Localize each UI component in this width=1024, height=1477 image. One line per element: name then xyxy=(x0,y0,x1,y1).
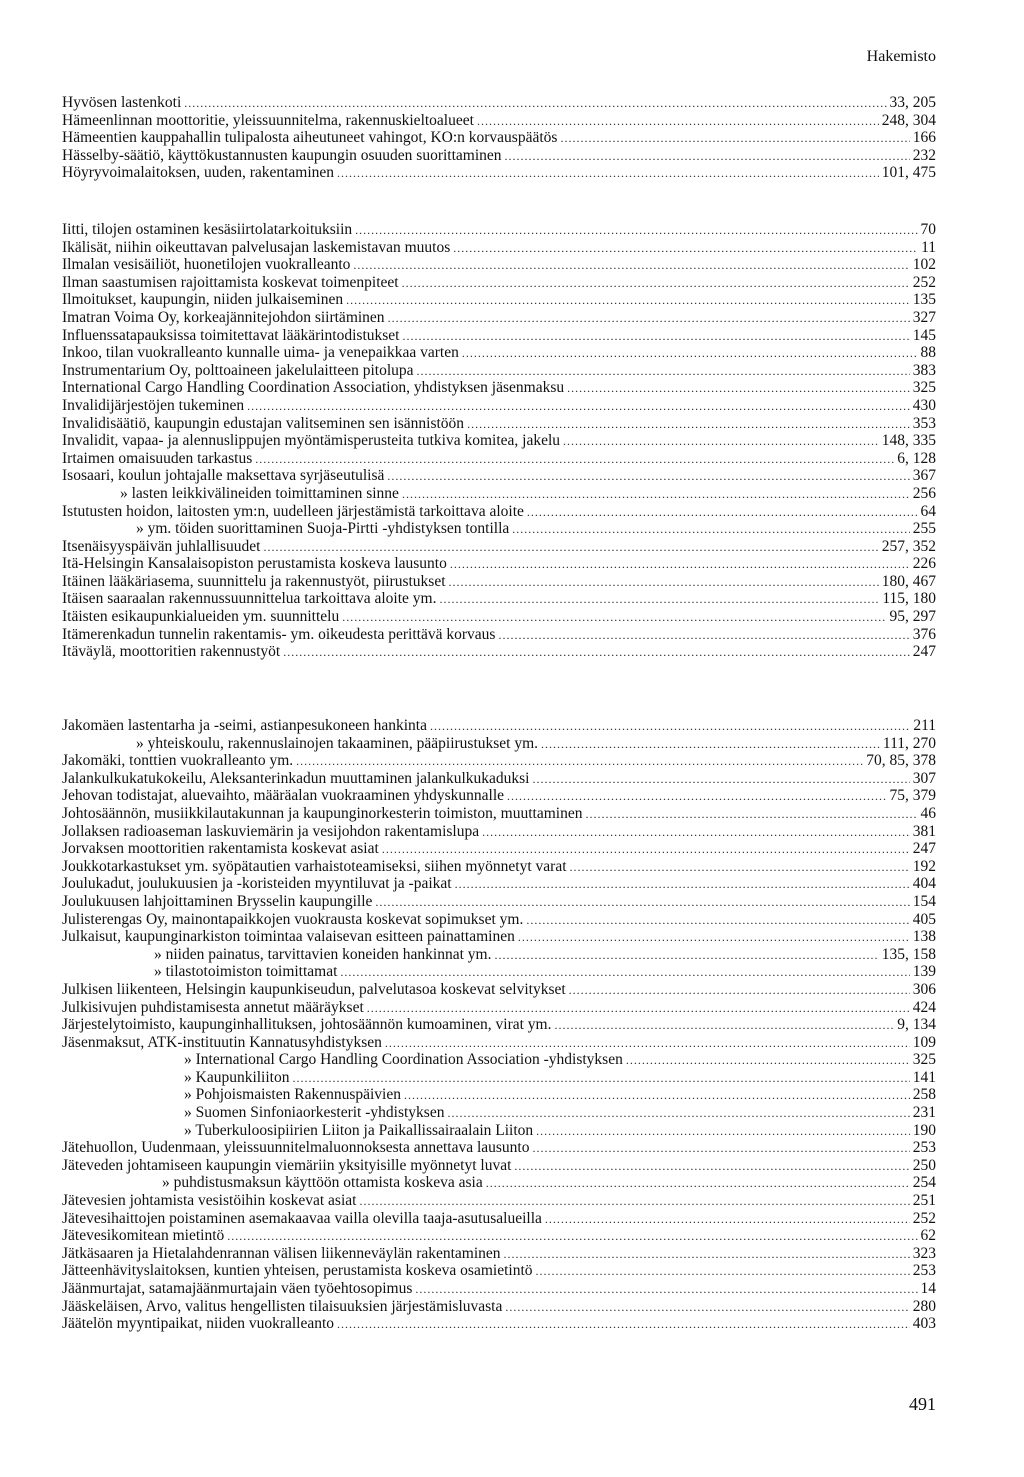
entry-text: Joukkotarkastukset ym. syöpätautien varhaistoteamiseksi, siihen myönnetyt varat xyxy=(62,857,567,875)
dot-leader xyxy=(359,1193,909,1211)
dot-leader xyxy=(467,416,910,434)
index-section-i xyxy=(62,221,936,661)
dot-leader xyxy=(402,486,910,504)
dot-leader xyxy=(567,380,910,398)
index-entry xyxy=(62,221,936,239)
entry-text: Jollaksen radioaseman laskuviemärin ja vesijohdon rakentamislupa xyxy=(62,822,480,840)
page-number: 491 xyxy=(909,1394,936,1414)
entry-text: » ym. töiden suorittaminen Suoja-Pirtti -yhdistyksen tontilla xyxy=(136,520,510,538)
index-entry xyxy=(62,1262,936,1280)
entry-pages: 254 xyxy=(912,1174,936,1192)
entry-text: Joulukuusen lahjoittaminen Brysselin kaupungille xyxy=(62,892,373,910)
entry-pages: 6, 128 xyxy=(897,449,936,467)
entry-text: Itämerenkadun tunnelin rakentamis- ym. oikeudesta perittävä korvaus xyxy=(62,625,496,643)
dot-leader xyxy=(385,1035,910,1053)
entry-text: Invalidijärjestöjen tukeminen xyxy=(62,396,245,414)
index-entry xyxy=(62,643,936,661)
index-entry xyxy=(62,379,936,397)
index-entry xyxy=(62,928,936,946)
dot-leader xyxy=(507,788,886,806)
index-entry xyxy=(62,805,936,823)
entry-pages: 9, 134 xyxy=(897,1016,936,1034)
entry-text: Höyryvoimalaitoksen, uuden, rakentaminen xyxy=(62,164,335,182)
entry-text: Jätkäsaaren ja Hietalahdenrannan välisen liikenneväylän rakentaminen xyxy=(62,1244,501,1262)
dot-leader xyxy=(415,1281,917,1299)
dot-leader xyxy=(227,1228,917,1246)
entry-text: Johtosäännön, musiikkilautakunnan ja kaupunginorkesterin toimiston, muuttaminen xyxy=(62,804,583,822)
index-entry xyxy=(62,1298,936,1316)
index-entry xyxy=(62,327,936,345)
index-entry xyxy=(62,1210,936,1228)
dot-leader xyxy=(346,292,910,310)
entry-pages: 192 xyxy=(912,857,936,875)
index-entry xyxy=(62,911,936,929)
entry-text: » Kaupunkiliiton xyxy=(184,1068,290,1086)
index-entry xyxy=(62,1016,936,1034)
index-entry xyxy=(62,362,936,380)
entry-pages: 403 xyxy=(912,1315,936,1333)
entry-pages: 141 xyxy=(912,1068,936,1086)
entry-pages: 253 xyxy=(912,1139,936,1157)
entry-pages: 102 xyxy=(912,256,936,274)
entry-text: Ikälisät, niihin oikeuttavan palvelusajan laskemistavan muutos xyxy=(62,238,451,256)
index-entry xyxy=(62,538,936,556)
entry-text: Ilmoitukset, kaupungin, niiden julkaiseminen xyxy=(62,291,344,309)
entry-pages: 75, 379 xyxy=(889,787,936,805)
index-entry xyxy=(62,840,936,858)
entry-pages: 226 xyxy=(912,555,936,573)
entry-text: Hyvösen lastenkoti xyxy=(62,94,182,111)
entry-pages: 424 xyxy=(912,998,936,1016)
entry-text: » yhteiskoulu, rakennuslainojen takaaminen, pääpiirustukset ym. xyxy=(136,734,539,752)
entry-text: » tilastotoimiston toimittamat xyxy=(154,963,338,981)
dot-leader xyxy=(532,1140,909,1158)
entry-pages: 135 xyxy=(912,291,936,309)
entry-pages: 381 xyxy=(912,822,936,840)
entry-pages: 248, 304 xyxy=(881,111,936,129)
entry-pages: 46 xyxy=(920,804,936,822)
entry-pages: 252 xyxy=(912,273,936,291)
dot-leader xyxy=(569,982,910,1000)
entry-text: Jäteveden johtamiseen kaupungin viemäriin yksityisille myönnetyt luvat xyxy=(62,1156,512,1174)
entry-text: » niiden painatus, tarvittavien koneiden hankinnat ym. xyxy=(154,945,492,963)
entry-pages: 255 xyxy=(912,520,936,538)
entry-pages: 62 xyxy=(920,1227,936,1245)
dot-leader xyxy=(255,451,894,469)
index-entry xyxy=(62,1157,936,1175)
entry-text: Hämeentien kauppahallin tulipalosta aiheutuneet vahingot, KO:n korvauspäätös xyxy=(62,129,558,147)
dot-leader xyxy=(536,1123,910,1141)
entry-pages: 258 xyxy=(912,1086,936,1104)
entry-pages: 252 xyxy=(912,1209,936,1227)
dot-leader xyxy=(283,644,910,662)
entry-pages: 14 xyxy=(920,1280,936,1297)
entry-pages: 139 xyxy=(912,963,936,981)
dot-leader xyxy=(402,328,909,346)
dot-leader xyxy=(554,1017,894,1035)
index-entry xyxy=(62,1034,936,1052)
index-section-j xyxy=(62,717,936,1333)
entry-text: Itäinen lääkäriasema, suunnittelu ja rakennustyöt, piirustukset xyxy=(62,572,446,590)
dot-leader xyxy=(533,771,910,789)
entry-text: Jääskeläisen, Arvo, valitus hengellisten tilaisuuksien järjestämisluvasta xyxy=(62,1297,503,1315)
entry-pages: 307 xyxy=(912,769,936,787)
dot-leader xyxy=(455,876,910,894)
dot-leader xyxy=(626,1052,910,1070)
dot-leader xyxy=(512,521,909,539)
entry-pages: 253 xyxy=(912,1262,936,1280)
entry-pages: 64 xyxy=(920,502,936,520)
entry-text: » Suomen Sinfoniaorkesterit -yhdistyksen xyxy=(184,1104,445,1122)
entry-text: Järjestelytoimisto, kaupunginhallituksen, johtosäännön kumoaminen, virat ym. xyxy=(62,1016,552,1034)
entry-pages: 70, 85, 378 xyxy=(866,752,936,770)
dot-leader xyxy=(337,165,879,183)
dot-leader xyxy=(367,1000,910,1018)
entry-text: Influenssatapauksissa toimitettavat lääkärintodistukset xyxy=(62,326,400,344)
entry-pages: 95, 297 xyxy=(889,608,936,626)
dot-leader xyxy=(518,929,910,947)
entry-pages: 280 xyxy=(912,1297,936,1315)
dot-leader xyxy=(292,1070,909,1088)
entry-text: Itäväylä, moottoritien rakennustyöt xyxy=(62,643,281,661)
index-entry xyxy=(62,309,936,327)
index-entry xyxy=(62,875,936,893)
entry-text: Itäisen saaraalan rakennussuunnittelua tarkoittava aloite ym. xyxy=(62,590,437,608)
index-entry xyxy=(62,752,936,770)
dot-leader xyxy=(355,222,917,240)
entry-pages: 166 xyxy=(912,129,936,147)
entry-pages: 247 xyxy=(912,840,936,858)
dot-leader xyxy=(342,609,886,627)
entry-text: Jäänmurtajat, satamajäänmurtajain väen työehtosopimus xyxy=(62,1280,413,1297)
index-entry xyxy=(62,256,936,274)
entry-text: » Pohjoismaisten Rakennuspäivien xyxy=(184,1086,401,1104)
dot-leader xyxy=(505,1299,909,1317)
index-entry xyxy=(62,450,936,468)
dot-leader xyxy=(447,1105,909,1123)
index-entry xyxy=(62,999,936,1017)
dot-leader xyxy=(585,806,917,824)
entry-text: Ilmalan vesisäiliöt, huonetilojen vuokralleanto xyxy=(62,256,351,274)
dot-leader xyxy=(498,627,909,645)
entry-pages: 135, 158 xyxy=(881,945,936,963)
index-entry xyxy=(62,1174,936,1192)
entry-pages: 383 xyxy=(912,361,936,379)
index-entry xyxy=(62,147,936,165)
dot-leader xyxy=(541,736,880,754)
index-entry xyxy=(62,344,936,362)
dot-leader xyxy=(563,433,879,451)
dot-leader xyxy=(340,964,909,982)
entry-text: Jäsenmaksut, ATK-instituutin Kannatusyhdistyksen xyxy=(62,1033,382,1051)
entry-text: » puhdistusmaksun käyttöön ottamista koskeva asia xyxy=(162,1174,483,1192)
index-entry xyxy=(62,626,936,644)
index-entry xyxy=(62,112,936,130)
index-entry xyxy=(62,1086,936,1104)
dot-leader xyxy=(526,912,909,930)
entry-text: Ilman saastumisen rajoittamista koskevat toimenpiteet xyxy=(62,273,399,291)
index-entry xyxy=(62,274,936,292)
entry-pages: 88 xyxy=(920,344,936,362)
entry-text: Jätevesikomitean mietintö xyxy=(62,1227,225,1245)
index-entry xyxy=(62,573,936,591)
dot-leader xyxy=(263,539,878,557)
index-entry xyxy=(62,893,936,911)
entry-text: Istutusten hoidon, laitosten ym:n, uudelleen järjestämistä tarkoittava aloite xyxy=(62,502,524,520)
entry-text: Hässelby-säätiö, käyttökustannusten kaupungin osuuden suorittaminen xyxy=(62,146,502,164)
entry-pages: 211 xyxy=(913,717,936,734)
index-entry xyxy=(62,787,936,805)
entry-text: Julkisen liikenteen, Helsingin kaupunkiseudun, palvelutasoa koskevat selvitykset xyxy=(62,980,566,998)
entry-text: » lasten leikkivälineiden toimittaminen sinne xyxy=(120,484,399,502)
index-entry xyxy=(62,432,936,450)
entry-pages: 70 xyxy=(920,221,936,238)
index-entry xyxy=(62,129,936,147)
dot-leader xyxy=(545,1211,910,1229)
entry-pages: 367 xyxy=(912,467,936,485)
dot-leader xyxy=(184,95,886,113)
index-entry xyxy=(62,735,936,753)
entry-text: Instrumentarium Oy, polttoaineen jakelulaitteen pitolupa xyxy=(62,361,414,379)
index-entry xyxy=(62,1245,936,1263)
entry-text: Inkoo, tilan vuokralleanto kunnalle uima- ja venepaikkaa varten xyxy=(62,344,459,362)
dot-leader xyxy=(417,363,910,381)
index-entry xyxy=(62,1051,936,1069)
index-entry xyxy=(62,1192,936,1210)
entry-pages: 323 xyxy=(912,1244,936,1262)
entry-pages: 404 xyxy=(912,875,936,893)
entry-text: Julkaisut, kaupunginarkiston toimintaa valaisevan esitteen painattaminen xyxy=(62,928,515,946)
dot-leader xyxy=(570,859,910,877)
entry-pages: 257, 352 xyxy=(881,537,936,555)
index-entry xyxy=(62,823,936,841)
entry-pages: 33, 205 xyxy=(889,94,936,111)
dot-leader xyxy=(560,130,909,148)
index-entry xyxy=(62,946,936,964)
entry-text: Isosaari, koulun johtajalle maksettava syrjäseutulisä xyxy=(62,467,385,485)
index-entry xyxy=(62,963,936,981)
entry-pages: 145 xyxy=(912,326,936,344)
index-entry xyxy=(62,1227,936,1245)
entry-text: » Tuberkuloosipiirien Liiton ja Paikallissairaalain Liiton xyxy=(184,1121,534,1139)
dot-leader xyxy=(388,310,910,328)
index-entry xyxy=(62,503,936,521)
dot-leader xyxy=(453,240,918,258)
entry-text: Jehovan todistajat, aluevaihto, määräalan vuokraaminen yhdyskunnalle xyxy=(62,787,505,805)
entry-text: Jorvaksen moottoritien rakentamista koskevat asiat xyxy=(62,840,379,858)
index-entry xyxy=(62,1122,936,1140)
entry-pages: 109 xyxy=(912,1033,936,1051)
entry-pages: 111, 270 xyxy=(882,734,936,752)
running-header: Hakemisto xyxy=(866,48,936,65)
index-entry xyxy=(62,520,936,538)
dot-leader xyxy=(494,947,878,965)
entry-pages: 327 xyxy=(912,308,936,326)
entry-text: Itsenäisyyspäivän juhlallisuudet xyxy=(62,537,261,555)
entry-pages: 251 xyxy=(912,1192,936,1210)
index-entry xyxy=(62,1069,936,1087)
dot-leader xyxy=(337,1316,910,1334)
index-entry xyxy=(62,239,936,257)
entry-text: Itäisten esikaupunkialueiden ym. suunnittelu xyxy=(62,608,340,626)
index-entry xyxy=(62,555,936,573)
entry-pages: 154 xyxy=(912,892,936,910)
entry-pages: 250 xyxy=(912,1156,936,1174)
dot-leader xyxy=(439,591,879,609)
entry-pages: 190 xyxy=(912,1121,936,1139)
dot-leader xyxy=(477,113,879,131)
index-entry xyxy=(62,94,936,112)
dot-leader xyxy=(296,753,863,771)
entry-pages: 115, 180 xyxy=(882,590,936,608)
index-entry xyxy=(62,981,936,999)
index-entry xyxy=(62,1280,936,1298)
entry-pages: 101, 475 xyxy=(881,164,936,182)
dot-leader xyxy=(353,257,909,275)
dot-leader xyxy=(402,275,910,293)
entry-text: » International Cargo Handling Coordination Association -yhdistyksen xyxy=(184,1051,623,1069)
index-section-h xyxy=(62,94,936,182)
dot-leader xyxy=(504,1246,910,1264)
entry-pages: 430 xyxy=(912,396,936,414)
dot-leader xyxy=(247,398,910,416)
entry-pages: 325 xyxy=(912,379,936,397)
dot-leader xyxy=(505,148,910,166)
index-entry xyxy=(62,1104,936,1122)
entry-pages: 138 xyxy=(912,928,936,946)
entry-text: Jätteenhävityslaitoksen, kuntien yhteisen, perustamista koskeva osamietintö xyxy=(62,1262,533,1280)
entry-pages: 231 xyxy=(912,1104,936,1122)
entry-text: Jätehuollon, Uudenmaan, yleissuunnitelmaluonnoksesta annettava lausunto xyxy=(62,1139,530,1157)
index-entry xyxy=(62,467,936,485)
dot-leader xyxy=(404,1087,910,1105)
index-entry xyxy=(62,717,936,735)
index-entry xyxy=(62,608,936,626)
dot-leader xyxy=(536,1263,910,1281)
dot-leader xyxy=(514,1158,909,1176)
entry-text: Julkisivujen puhdistamisesta annetut määräykset xyxy=(62,998,364,1016)
index-entry xyxy=(62,485,936,503)
entry-pages: 306 xyxy=(912,980,936,998)
dot-leader xyxy=(449,574,879,592)
entry-text: Jäätelön myyntipaikat, niiden vuokralleanto xyxy=(62,1315,335,1333)
entry-pages: 180, 467 xyxy=(881,572,936,590)
entry-text: Jätevesien johtamista vesistöihin koskevat asiat xyxy=(62,1192,357,1210)
dot-leader xyxy=(527,504,918,522)
index-entry xyxy=(62,770,936,788)
entry-text: Julisterengas Oy, mainontapaikkojen vuokrausta koskevat sopimukset ym. xyxy=(62,910,524,928)
entry-pages: 247 xyxy=(912,643,936,661)
index-entry xyxy=(62,1139,936,1157)
dot-leader xyxy=(486,1175,910,1193)
entry-text: Jakomäki, tonttien vuokralleanto ym. xyxy=(62,752,294,770)
index-entry xyxy=(62,1315,936,1333)
index-entry xyxy=(62,291,936,309)
entry-pages: 325 xyxy=(912,1051,936,1069)
dot-leader xyxy=(387,468,909,486)
entry-pages: 256 xyxy=(912,484,936,502)
entry-text: Jalankulkukatukokeilu, Aleksanterinkadun muuttaminen jalankulkukaduksi xyxy=(62,769,530,787)
entry-text: Invalidisäätiö, kaupungin edustajan valitseminen sen isännistöön xyxy=(62,414,465,432)
entry-pages: 405 xyxy=(912,910,936,928)
entry-text: Jakomäen lastentarha ja -seimi, astianpesukoneen hankinta xyxy=(62,717,427,734)
dot-leader xyxy=(430,718,910,736)
index-entry xyxy=(62,397,936,415)
entry-pages: 353 xyxy=(912,414,936,432)
entry-text: Irtaimen omaisuuden tarkastus xyxy=(62,449,253,467)
entry-pages: 11 xyxy=(921,238,936,256)
dot-leader xyxy=(482,824,910,842)
dot-leader xyxy=(450,556,910,574)
entry-pages: 148, 335 xyxy=(881,432,936,450)
dot-leader xyxy=(462,345,918,363)
entry-text: Iitti, tilojen ostaminen kesäsiirtolatarkoituksiin xyxy=(62,221,353,238)
index-entry xyxy=(62,590,936,608)
entry-pages: 232 xyxy=(912,146,936,164)
entry-text: International Cargo Handling Coordination Association, yhdistyksen jäsenmaksu xyxy=(62,379,565,397)
entry-pages: 376 xyxy=(912,625,936,643)
entry-text: Hämeenlinnan moottoritie, yleissuunnitelma, rakennuskieltoalueet xyxy=(62,111,474,129)
entry-text: Joulukadut, joulukuusien ja -koristeiden myyntiluvat ja -paikat xyxy=(62,875,452,893)
entry-text: Itä-Helsingin Kansalaisopiston perustamista koskeva lausunto xyxy=(62,555,447,573)
dot-leader xyxy=(375,894,909,912)
index-entry xyxy=(62,858,936,876)
entry-text: Invalidit, vapaa- ja alennuslippujen myöntämisperusteita tutkiva komitea, jakelu xyxy=(62,432,561,450)
dot-leader xyxy=(382,841,910,859)
index-entry xyxy=(62,415,936,433)
entry-text: Imatran Voima Oy, korkeajännitejohdon siirtäminen xyxy=(62,308,385,326)
entry-text: Jätevesihaittojen poistaminen asemakaavaa vailla olevilla taaja-asutusalueilla xyxy=(62,1209,542,1227)
index-entry xyxy=(62,164,936,182)
